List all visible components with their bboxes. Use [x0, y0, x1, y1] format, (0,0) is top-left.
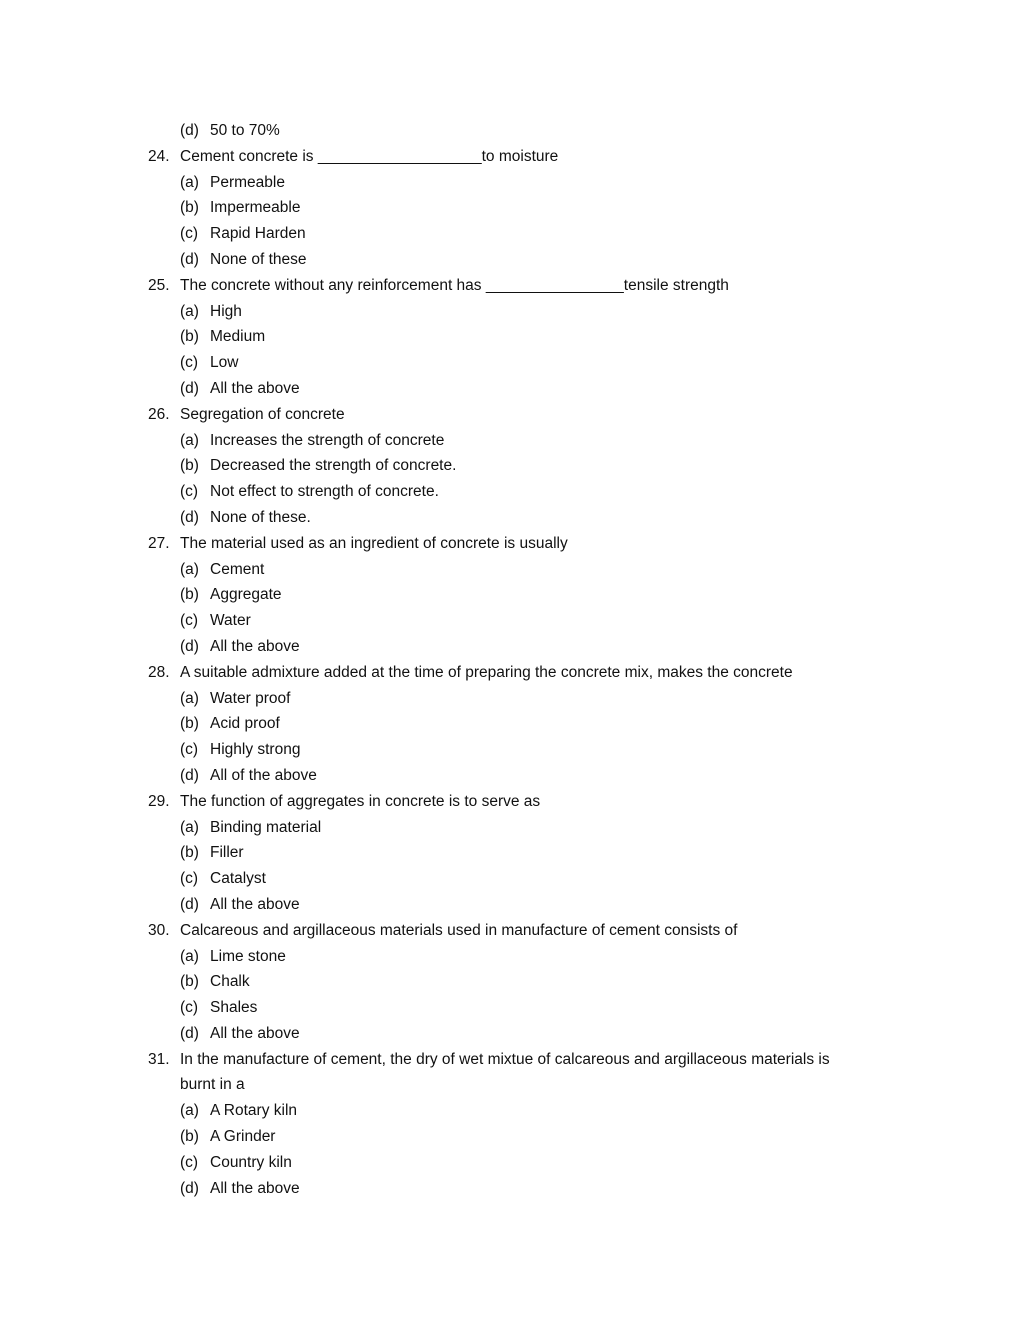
- option-key: (d): [180, 1024, 199, 1042]
- option-row: [148, 324, 908, 350]
- option-text: Not effect to strength of concrete.: [210, 483, 439, 501]
- option-key: (c): [180, 483, 199, 501]
- option-key: (c): [180, 612, 199, 630]
- option-text: Cement: [210, 560, 265, 578]
- question-text: Calcareous and argillaceous materials used in manufacture of cement consists of: [180, 921, 738, 939]
- option-row: [148, 944, 908, 970]
- question-text-cont: burnt in a: [180, 1076, 245, 1094]
- option-key: (d): [180, 508, 199, 526]
- option-text: Low: [210, 354, 239, 372]
- option-row: [148, 866, 908, 892]
- option-text: Chalk: [210, 973, 250, 991]
- option-text: Lime stone: [210, 947, 286, 965]
- question-row: [148, 1047, 908, 1073]
- option-key: (c): [180, 999, 199, 1017]
- option-key: (a): [180, 431, 199, 449]
- option-text: Water proof: [210, 689, 291, 707]
- option-key: (b): [180, 328, 199, 346]
- question-row: [148, 144, 908, 170]
- question-row: [148, 918, 908, 944]
- option-key: (b): [180, 457, 199, 475]
- option-key: (b): [180, 1128, 199, 1146]
- question-text: In the manufacture of cement, the dry of wet mixtue of calcareous and argillaceous materials is: [180, 1050, 830, 1068]
- option-key: (c): [180, 870, 199, 888]
- option-row: [148, 221, 908, 247]
- question-number: 25.: [148, 276, 170, 294]
- option-text: Water: [210, 612, 251, 630]
- option-row: [148, 299, 908, 325]
- option-key: (a): [180, 689, 199, 707]
- option-text: Acid proof: [210, 715, 280, 733]
- option-text: Country kiln: [210, 1153, 292, 1171]
- option-row: [148, 376, 908, 402]
- option-row: [148, 118, 908, 144]
- option-row: [148, 1150, 908, 1176]
- question-number: 29.: [148, 792, 170, 810]
- option-row: [148, 711, 908, 737]
- option-row: [148, 479, 908, 505]
- option-row: [148, 247, 908, 273]
- question-list: [148, 118, 908, 1201]
- option-row: [148, 608, 908, 634]
- question-row: [148, 402, 908, 428]
- option-row: [148, 634, 908, 660]
- question-number: 28.: [148, 663, 170, 681]
- option-row: [148, 170, 908, 196]
- option-key: (d): [180, 637, 199, 655]
- option-key: (b): [180, 199, 199, 217]
- option-key: (a): [180, 173, 199, 191]
- option-row: [148, 505, 908, 531]
- option-row: [148, 969, 908, 995]
- option-key: (c): [180, 1153, 199, 1171]
- option-key: (b): [180, 844, 199, 862]
- question-row: [148, 273, 908, 299]
- option-key: (c): [180, 225, 199, 243]
- option-text: Medium: [210, 328, 266, 346]
- option-row: [148, 737, 908, 763]
- option-row: [148, 428, 908, 454]
- option-row: [148, 892, 908, 918]
- option-row: [148, 582, 908, 608]
- question-text: The function of aggregates in concrete is to serve as: [180, 792, 541, 810]
- option-text: None of these: [210, 250, 307, 268]
- option-text: None of these.: [210, 508, 311, 526]
- option-key: (a): [180, 818, 199, 836]
- option-text: Binding material: [210, 818, 322, 836]
- option-text: Increases the strength of concrete: [210, 431, 445, 449]
- option-row: [148, 453, 908, 479]
- option-key: (d): [180, 250, 199, 268]
- option-row: [148, 995, 908, 1021]
- option-text: 50 to 70%: [210, 122, 280, 139]
- option-row: [148, 195, 908, 221]
- option-key: (b): [180, 973, 199, 991]
- question-text: Cement concrete is ___________________to moisture: [180, 147, 559, 165]
- question-text-continued: [148, 1072, 908, 1098]
- option-text: Impermeable: [210, 199, 301, 217]
- option-text: Decreased the strength of concrete.: [210, 457, 457, 475]
- question-number: 31.: [148, 1050, 170, 1068]
- question-text: A suitable admixture added at the time of preparing the concrete mix, makes the concrete: [180, 663, 793, 681]
- option-row: [148, 763, 908, 789]
- option-key: (a): [180, 947, 199, 965]
- option-text: All the above: [210, 895, 300, 913]
- option-text: Filler: [210, 844, 244, 862]
- question-row: [148, 660, 908, 686]
- option-text: Shales: [210, 999, 258, 1017]
- question-number: 27.: [148, 534, 170, 552]
- option-text: Permeable: [210, 173, 285, 191]
- option-key: (c): [180, 741, 199, 759]
- question-text: The material used as an ingredient of concrete is usually: [180, 534, 568, 552]
- option-text: All the above: [210, 1024, 300, 1042]
- option-key: (b): [180, 586, 199, 604]
- option-row: [148, 557, 908, 583]
- option-row: [148, 1098, 908, 1124]
- option-key: (b): [180, 715, 199, 733]
- option-text: A Grinder: [210, 1128, 276, 1146]
- option-row: [148, 1176, 908, 1202]
- option-row: [148, 686, 908, 712]
- option-row: [148, 815, 908, 841]
- question-number: 26.: [148, 405, 170, 423]
- option-key: (d): [180, 379, 199, 397]
- option-row: [148, 350, 908, 376]
- option-text: All the above: [210, 637, 300, 655]
- option-text: Highly strong: [210, 741, 301, 759]
- question-row: [148, 789, 908, 815]
- option-text: All the above: [210, 1179, 300, 1197]
- option-row: [148, 1021, 908, 1047]
- option-key: (d): [180, 766, 199, 784]
- option-text: Rapid Harden: [210, 225, 306, 243]
- option-text: All of the above: [210, 766, 317, 784]
- option-text: Aggregate: [210, 586, 282, 604]
- option-text: Catalyst: [210, 870, 266, 888]
- option-text: All the above: [210, 379, 300, 397]
- question-row: [148, 531, 908, 557]
- question-number: 24.: [148, 147, 170, 165]
- option-row: [148, 1124, 908, 1150]
- question-text: Segregation of concrete: [180, 405, 345, 423]
- option-key: (c): [180, 354, 199, 372]
- option-key: (a): [180, 1102, 199, 1120]
- option-key: (d): [180, 895, 199, 913]
- option-text: A Rotary kiln: [210, 1102, 298, 1120]
- option-key: (d): [180, 1179, 199, 1197]
- option-key: (a): [180, 560, 199, 578]
- option-row: [148, 840, 908, 866]
- option-key: (a): [180, 302, 199, 320]
- question-text: The concrete without any reinforcement has ________________tensile strength: [180, 276, 729, 294]
- option-text: High: [210, 302, 242, 320]
- option-key: (d): [180, 122, 199, 139]
- question-number: 30.: [148, 921, 170, 939]
